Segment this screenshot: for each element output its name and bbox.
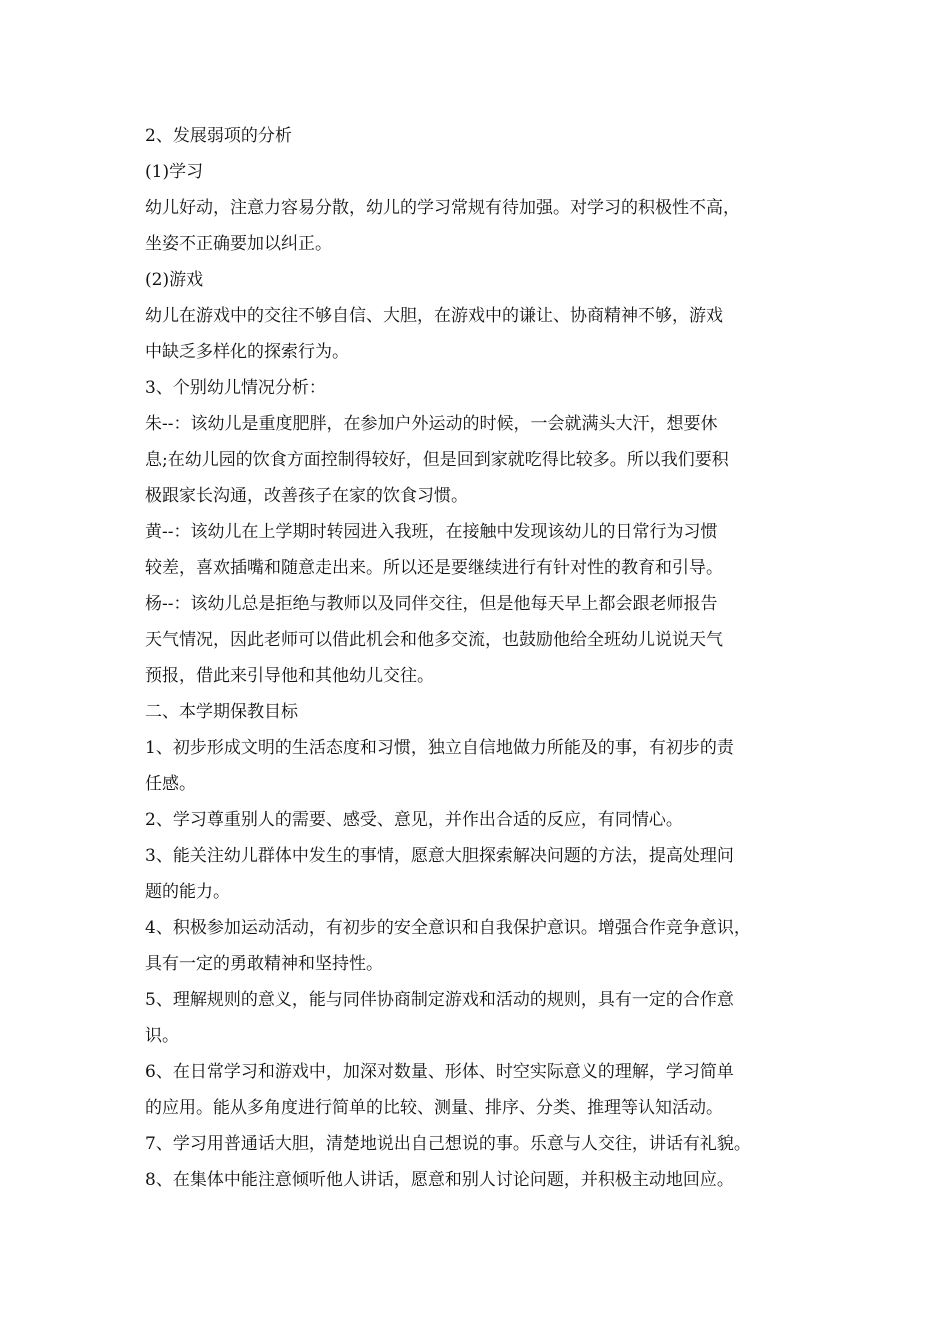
goal-item-line: 7、学习用普通话大胆，清楚地说出自己想说的事。乐意与人交往，讲话有礼貌。	[145, 1134, 751, 1154]
goal-item-line: 6、在日常学习和游戏中，加深对数量、形体、时空实际意义的理解，学习简单	[145, 1062, 734, 1082]
paragraph-line: 黄--：该幼儿在上学期时转园进入我班，在接触中发现该幼儿的日常行为习惯	[145, 522, 718, 542]
goal-item-line: 5、理解规则的意义，能与同伴协商制定游戏和活动的规则，具有一定的合作意	[145, 990, 734, 1010]
goal-item-line: 2、学习尊重别人的需要、感受、意见，并作出合适的反应，有同情心。	[145, 810, 683, 830]
paragraph-line: 预报，借此来引导他和其他幼儿交往。	[145, 666, 434, 686]
subheading-learning: (1)学习	[145, 162, 204, 182]
paragraph-line: 较差，喜欢插嘴和随意走出来。所以还是要继续进行有针对性的教育和引导。	[145, 558, 723, 578]
subheading-games: (2)游戏	[145, 270, 204, 290]
paragraph-line: 中缺乏多样化的探索行为。	[145, 342, 349, 362]
document-body	[145, 118, 825, 1198]
section-heading-individual-analysis: 3、个别幼儿情况分析：	[145, 378, 326, 398]
goal-item-line: 的应用。能从多角度进行简单的比较、测量、排序、分类、推理等认知活动。	[145, 1098, 723, 1118]
goal-item-line: 识。	[145, 1026, 179, 1046]
paragraph-line: 天气情况，因此老师可以借此机会和他多交流，也鼓励他给全班幼儿说说天气	[145, 630, 723, 650]
paragraph-line: 杨--：该幼儿总是拒绝与教师以及同伴交往，但是他每天早上都会跟老师报告	[145, 594, 718, 614]
paragraph-line: 坐姿不正确要加以纠正。	[145, 234, 332, 254]
paragraph-line: 幼儿好动，注意力容易分散，幼儿的学习常规有待加强。对学习的积极性不高，	[145, 198, 740, 218]
paragraph-line: 息;在幼儿园的饮食方面控制得较好，但是回到家就吃得比较多。所以我们要积	[145, 450, 729, 470]
paragraph-line: 朱--：该幼儿是重度肥胖，在参加户外运动的时候，一会就满头大汗，想要休	[145, 414, 718, 434]
goal-item-line: 3、能关注幼儿群体中发生的事情，愿意大胆探索解决问题的方法，提高处理问	[145, 846, 734, 866]
section-heading-weakness-analysis: 2、发展弱项的分析	[145, 126, 292, 146]
goal-item-line: 4、积极参加运动活动，有初步的安全意识和自我保护意识。增强合作竞争意识，	[145, 918, 751, 938]
paragraph-line: 幼儿在游戏中的交往不够自信、大胆，在游戏中的谦让、协商精神不够，游戏	[145, 306, 723, 326]
goal-item-line: 1、初步形成文明的生活态度和习惯，独立自信地做力所能及的事，有初步的责	[145, 738, 734, 758]
goal-item-line: 题的能力。	[145, 882, 230, 902]
goal-item-line: 8、在集体中能注意倾听他人讲话，愿意和别人讨论问题，并积极主动地回应。	[145, 1170, 734, 1190]
goal-item-line: 具有一定的勇敢精神和坚持性。	[145, 954, 383, 974]
paragraph-line: 极跟家长沟通，改善孩子在家的饮食习惯。	[145, 486, 468, 506]
goal-item-line: 任感。	[145, 774, 196, 794]
section-heading-goals: 二、本学期保教目标	[145, 702, 298, 722]
